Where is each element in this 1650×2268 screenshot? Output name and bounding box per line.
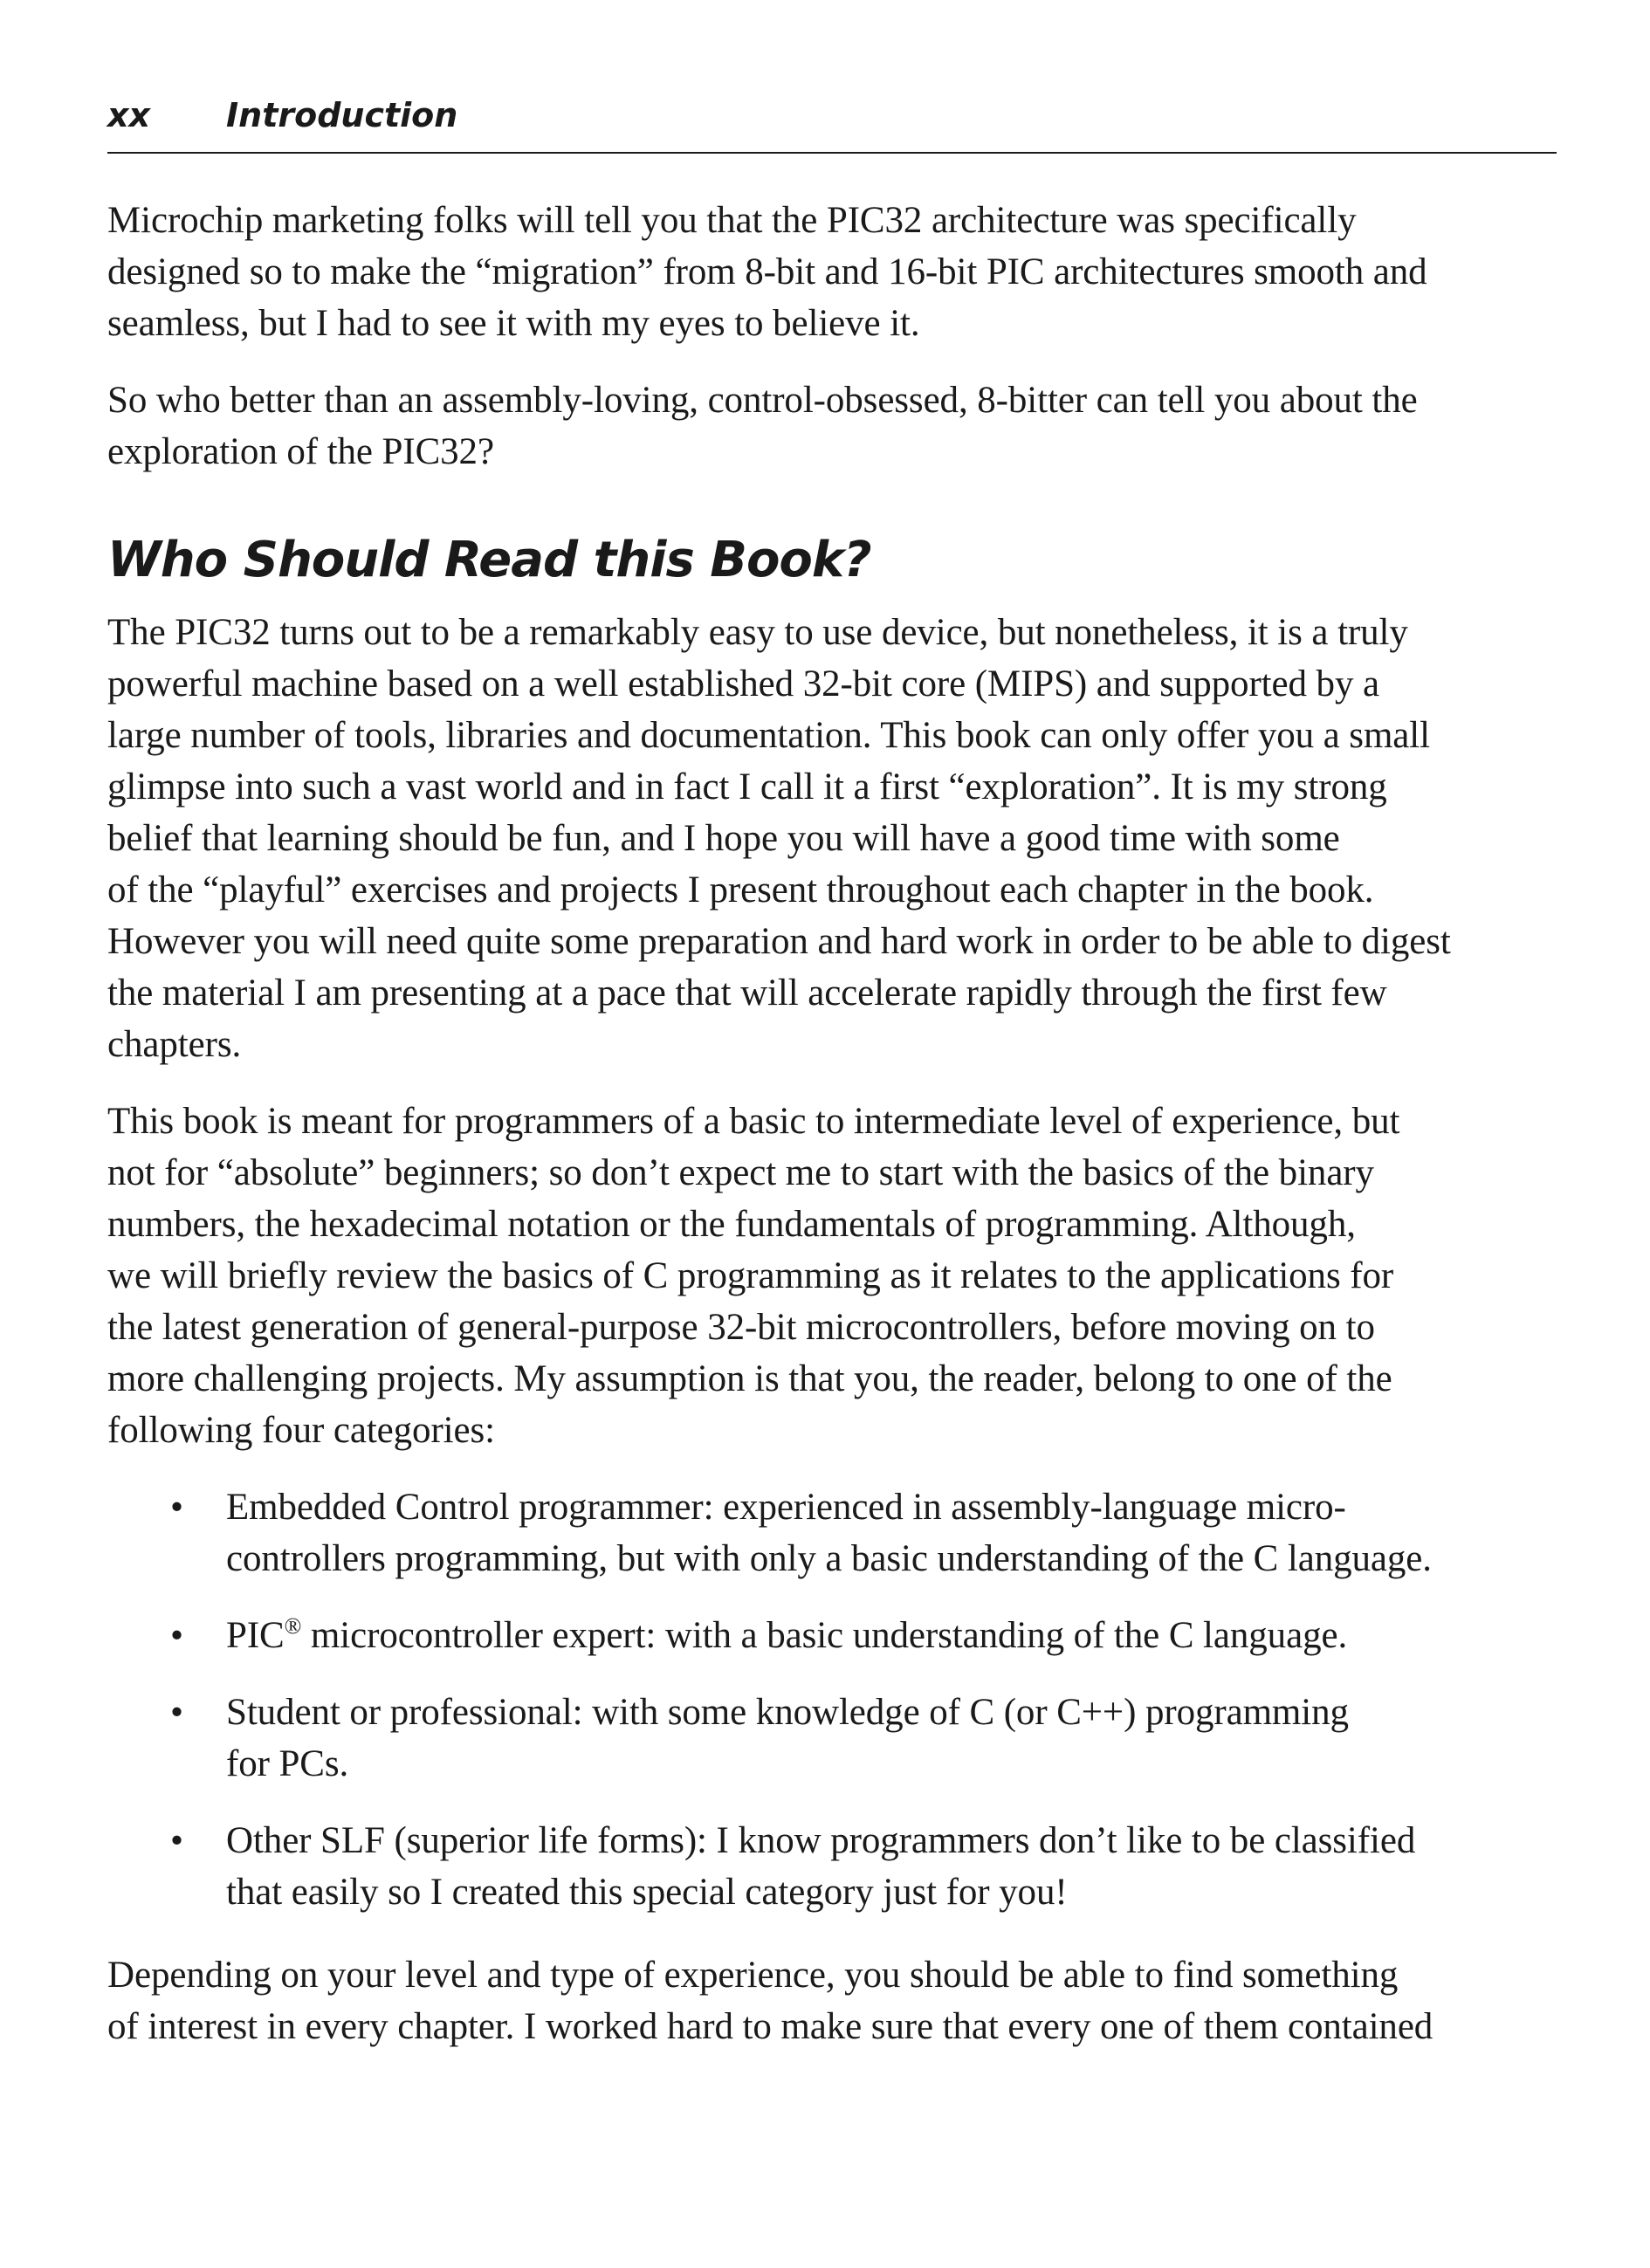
text-line: controllers programming, but with only a basic understanding of the C language. — [226, 1538, 1432, 1579]
text-line: Depending on your level and type of experience, you should be able to find something — [107, 1955, 1399, 1996]
text-line: following four categories: — [107, 1410, 495, 1451]
text-line: the latest generation of general-purpose 32-bit microcontrollers, before moving on to — [107, 1307, 1375, 1348]
text-line: of interest in every chapter. I worked hard to make sure that every one of them contained — [107, 2006, 1433, 2047]
text-line: Microchip marketing folks will tell you that the PIC32 architecture was specifically — [107, 200, 1357, 241]
page-body — [107, 195, 1557, 2078]
text-line: numbers, the hexadecimal notation or the fundamentals of programming. Although, — [107, 1204, 1356, 1245]
intro-paragraph-1 — [107, 195, 1557, 349]
text-line — [226, 1610, 1557, 1661]
text-line: belief that learning should be fun, and I hope you will have a good time with some — [107, 818, 1340, 859]
header-rule — [107, 152, 1557, 154]
bullet-icon: • — [170, 1692, 183, 1733]
registered-mark: ® — [284, 1613, 302, 1639]
intro-paragraph-2 — [107, 375, 1557, 478]
bullet-icon: • — [170, 1615, 183, 1656]
text-line: that easily so I created this special category just for you! — [226, 1872, 1068, 1913]
text-line: glimpse into such a vast world and in fact I call it a first “exploration”. It is my strong — [107, 766, 1387, 808]
text-line: So who better than an assembly-loving, control-obsessed, 8-bitter can tell you about the — [107, 380, 1418, 421]
text-line: the material I am presenting at a pace that will accelerate rapidly through the first few — [107, 972, 1387, 1014]
text-line: we will briefly review the basics of C programming as it relates to the applications for — [107, 1255, 1394, 1296]
text-line: Other SLF (superior life forms): I know programmers don’t like to be classified — [226, 1820, 1416, 1861]
section-paragraph-2 — [107, 1096, 1557, 1456]
page-number: xx — [107, 96, 151, 134]
bullet-text: microcontroller expert: with a basic understanding of the C language. — [301, 1615, 1348, 1656]
text-line: seamless, but I had to see it with my eyes to believe it. — [107, 303, 920, 344]
reader-categories-list — [107, 1481, 1557, 1918]
list-item — [107, 1687, 1557, 1790]
list-item — [107, 1481, 1557, 1584]
running-header — [107, 96, 1557, 141]
text-line: powerful machine based on a well established 32-bit core (MIPS) and supported by a — [107, 663, 1379, 704]
text-line: exploration of the PIC32? — [107, 431, 494, 472]
text-line: Embedded Control programmer: experienced in assembly-language micro- — [226, 1487, 1346, 1528]
text-line: Student or professional: with some knowledge of C (or C++) programming — [226, 1692, 1349, 1733]
text-line: for PCs. — [226, 1743, 349, 1784]
text-line: chapters. — [107, 1024, 242, 1065]
list-item — [107, 1610, 1557, 1661]
running-title: Introduction — [226, 96, 458, 134]
pic-label: PIC — [226, 1615, 285, 1656]
text-line: However you will need quite some preparation and hard work in order to be able to digest — [107, 921, 1451, 962]
bullet-icon: • — [170, 1487, 183, 1528]
list-item — [107, 1815, 1557, 1918]
section-heading: Who Should Read this Book? — [107, 532, 871, 588]
text-line: not for “absolute” beginners; so don’t expect me to start with the basics of the binary — [107, 1152, 1374, 1193]
text-line: designed so to make the “migration” from 8-bit and 16-bit PIC architectures smooth and — [107, 251, 1427, 292]
text-line: This book is meant for programmers of a basic to intermediate level of experience, but — [107, 1101, 1400, 1142]
text-line: more challenging projects. My assumption is that you, the reader, belong to one of the — [107, 1358, 1392, 1399]
bullet-icon: • — [170, 1820, 183, 1861]
section-paragraph-3 — [107, 1949, 1557, 2052]
section-paragraph-1 — [107, 607, 1557, 1070]
text-line: The PIC32 turns out to be a remarkably easy to use device, but nonetheless, it is a truly — [107, 612, 1408, 653]
text-line: of the “playful” exercises and projects I present throughout each chapter in the book. — [107, 869, 1374, 911]
text-line: large number of tools, libraries and documentation. This book can only offer you a small — [107, 715, 1430, 756]
